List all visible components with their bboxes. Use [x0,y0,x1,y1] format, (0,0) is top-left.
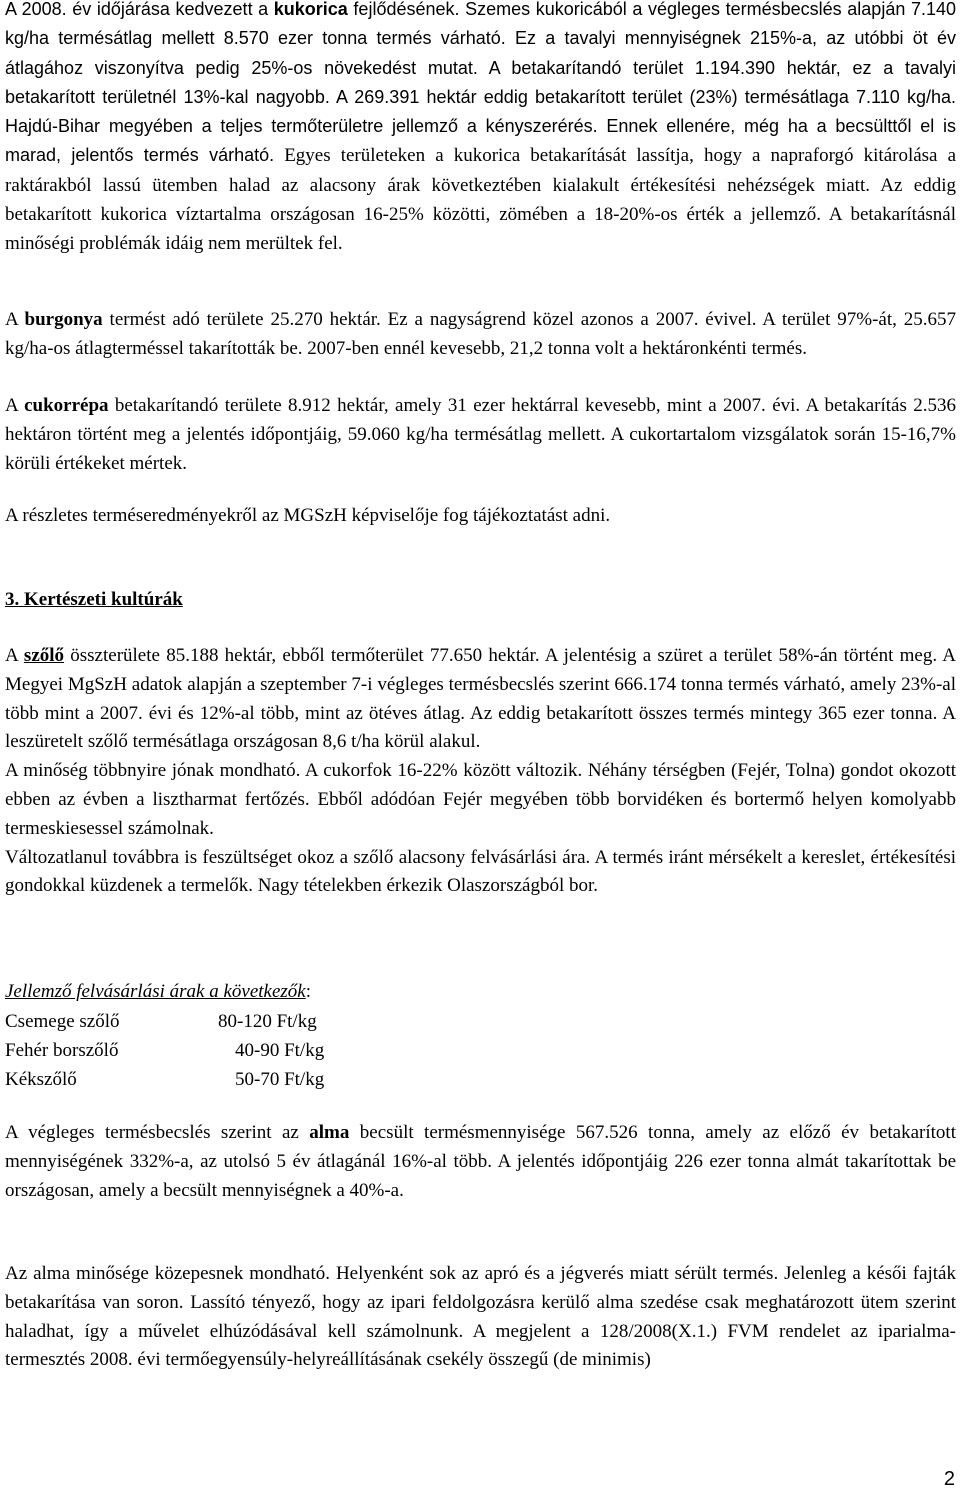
sugarbeet-paragraph [5,392,956,478]
apple-paragraph [5,1119,956,1205]
price-row [5,1036,365,1065]
prices-title-suffix: : [305,981,312,1002]
price-row-value: 50-70 Ft/kg [235,1069,325,1090]
grape-price-issue-text: Változatlanul továbbra is feszültséget okoz a szőlő alacsony felvásárlási ára. A termés iránt mérsékelt a kereslet, értékesítési gondokkal küzdenek a termelők. Nagy tételekben érkezik Olaszországból bor. [5,846,956,897]
price-row-name: Csemege szőlő [5,1011,120,1032]
apple-text: becsült termésmennyisége 567.526 tonna, amely az előző év betakarított mennyiségének 332%-a, az utolsó 5 év átlagánál 16%-al több. A jelentés időpontjáig 226 ezer tonna almát takarítottak be országosan, amely a becsült mennyiségnek a 40%-a. [5,1122,956,1201]
grape-keyword: szőlő [23,645,65,666]
sugarbeet-keyword: cukorrépa [24,395,109,416]
potato-keyword: burgonya [24,309,103,330]
sugarbeet-text: betakarítandó területe 8.912 hektár, amely 31 ezer hektárral kevesebb, mint a 2007. évi. A betakarítás 2.536 hektáron történt meg a jelentés időpontjáig, 59.060 kg/ha termésátlag mellett. A cukortartalom vizsgálatok során 15-16,7% körüli értékeket mértek. [5,395,956,474]
grape-paragraph [5,642,956,901]
price-list [5,1007,365,1094]
corn-serif-text: Egyes területeken a kukorica betakarítását lassítja, hogy a napraforgó kitárolása a raktárakból lassú ütemben halad az alacsony árak következtében kialakult értékesítési nehézségek miatt. Az eddig betakarított kukorica víztartalma országosan 16-25% közötti, zömében a 18-20%-os érték a jellemző. A betakarításnál minőségi problémák idáig nem merültek fel. [5,145,957,255]
grape-prefix: A [5,645,24,666]
corn-paragraph [5,0,956,259]
sugarbeet-prefix: A [5,395,25,416]
potato-text: termést adó területe 25.270 hektár. Ez a nagyságrend közel azonos a 2007. évivel. A terület 97%-át, 25.657 kg/ha-os átlagterméssel takarították be. 2007-ben ennél kevesebb, 21,2 tonna volt a hektáronkénti termés. [5,309,956,359]
grape-text: összterülete 85.188 hektár, ebből termőterület 77.650 hektár. A jelentésig a szüret a terület 58%-án történt meg. A Megyei MgSzH adatok alapján a szeptember 7-i végleges termésbecslés szerint 666.174 tonna termés várható, amely 23%-al több mint a 2007. évi és 12%-al több, mint az ötéves átlag. Az eddig betakarított összes termés mintegy 365 ezer tonna. A leszüretelt szőlő termésátlaga országosan 8,6 t/ha körül alakul. [5,645,956,753]
prices-title [5,978,311,1007]
prices-title-text: Jellemző felvásárlási árak a következők [5,981,306,1002]
corn-keyword: kukorica [273,0,348,19]
apple-quality-paragraph: Az alma minősége közepesnek mondható. Helyenként sok az apró és a jégverés miatt sérült termés. Jelenleg a késői fajták betakarítása van soron. Lassító tényező, hogy az ipari feldolgozásra kerülő alma szedése csak meghatározott ütem szerint haladhat, így a művelet elhúzódásával kell számolnunk. A megjelent a 128/2008(X.1.) FVM rendelet az iparialma-termesztés 2008. évi termőegyensúly-helyreállításának csekély összegű (de minimis) [5,1263,956,1371]
potato-paragraph [5,306,956,364]
price-row-value: 40-90 Ft/kg [235,1040,325,1061]
apple-prefix: A végleges termésbecslés szerint az [5,1122,310,1143]
price-row-name: Kékszőlő [5,1069,77,1090]
corn-text: A 2008. év időjárása kedvezett a [5,0,274,19]
potato-prefix: A [5,309,25,330]
price-row [5,1065,365,1094]
grape-quality-text: A minőség többnyire jónak mondható. A cukorfok 16-22% között változik. Néhány térségben (Fejér, Tolna) gondot okozott ebben az évben a lisztharmat fertőzés. Ebből adódóan Fejér megyében több borvidéken és bortermő helyen komolyabb termeskiesessel számolnak. [5,760,956,839]
price-row-name: Fehér borszőlő [5,1040,119,1061]
price-row-value: 80-120 Ft/kg [218,1011,317,1032]
section-heading: 3. Kertészeti kultúrák [5,589,183,610]
price-row [5,1007,365,1036]
page-number: 2 [943,1468,955,1490]
corn-text-rest: fejlődésének. Szemes kukoricából a végleges termésbecslés alapján 7.140 kg/ha termésátlag mellett 8.570 ezer tonna termés várható. Ez a tavalyi mennyiségnek 215%-a, az utóbbi öt év átlagához viszonyítva pedig 25%-os növekedést mutat. A betakarítandó terület 1.194.390 hektár, ez a tavalyi betakarított területnél 13%-kal nagyobb. A 269.391 hektár eddig betakarított terület (23%) termésátlaga 7.110 kg/ha. Hajdú-Bihar megyében a teljes termőterületre jellemző a kényszerérés. Ennek ellenére, még ha a becsülttől el is marad, jelentős termés várható. [5,0,956,166]
apple-keyword: alma [309,1122,350,1143]
detail-note: A részletes terméseredményekről az MGSzH képviselője fog tájékoztatást adni. [5,505,611,526]
